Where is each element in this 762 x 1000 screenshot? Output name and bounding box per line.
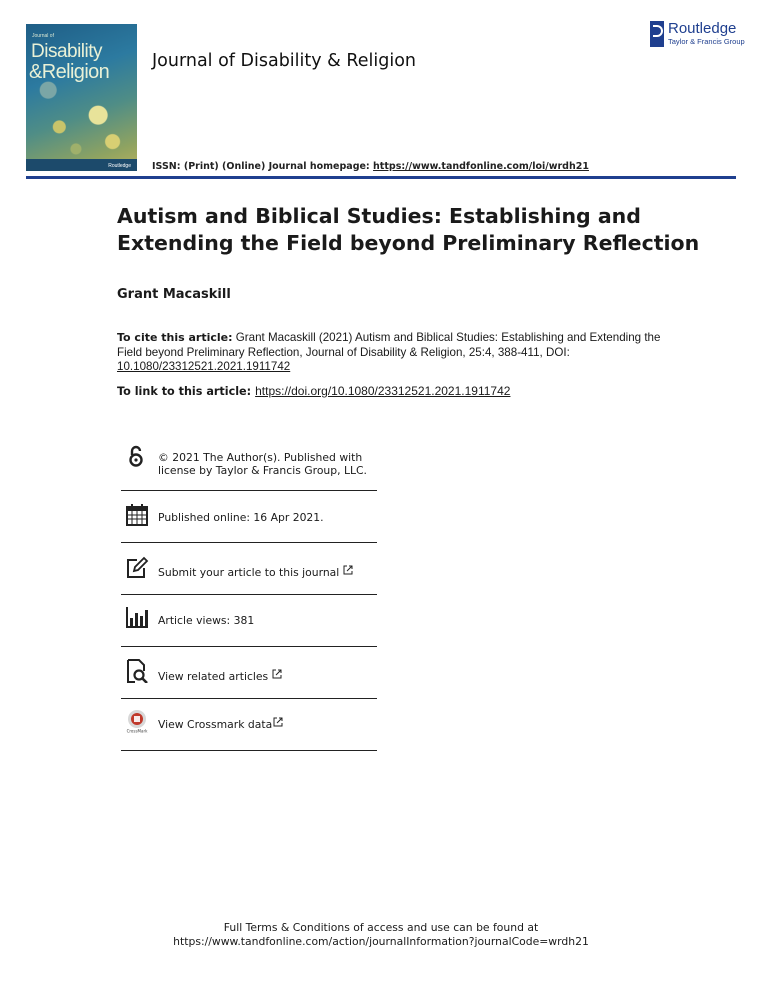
- crossmark-icon: [125, 709, 149, 733]
- article-info-list: [121, 440, 377, 751]
- article-link-line: [117, 384, 510, 398]
- info-row-views: [121, 595, 377, 647]
- crossmark-text[interactable]: [158, 717, 283, 731]
- open-access-lock-icon: [125, 444, 149, 468]
- external-link-icon: [273, 717, 283, 727]
- issn-text: ISSN: (Print) (Online) Journal homepage:: [152, 161, 374, 172]
- edit-icon: [125, 556, 149, 580]
- crossmark-badge-text: CrossMark: [126, 728, 148, 733]
- info-row-submit[interactable]: [121, 543, 377, 595]
- journal-title: Journal of Disability & Religion: [152, 51, 417, 71]
- external-link-icon: [272, 669, 282, 679]
- citation-block: [117, 331, 662, 375]
- crossmark-label: View Crossmark data: [158, 718, 273, 731]
- routledge-logo: [650, 20, 745, 49]
- related-articles-label: View related articles: [158, 670, 269, 683]
- article-link-label: To link to this article:: [117, 385, 252, 398]
- article-views-text: Article views: 381: [158, 614, 255, 627]
- cover-title-line2: &Religion: [29, 61, 110, 83]
- header-divider: [26, 176, 736, 179]
- search-document-icon: [125, 659, 149, 683]
- article-author: Grant Macaskill: [117, 287, 231, 302]
- calendar-icon: [125, 503, 149, 527]
- submit-article-text[interactable]: [158, 565, 353, 579]
- citation-text: Grant Macaskill (2021) Autism and Biblical Studies: Establishing and Extending the Field beyond Preliminary Reflection, Journal of Disability & Religion, 25:4, 388-411, DOI:: [117, 331, 661, 359]
- license-text: [158, 451, 367, 477]
- submit-article-label: Submit your article to this journal: [158, 566, 340, 579]
- issn-line: [152, 161, 589, 172]
- logo-subtitle: Taylor & Francis Group: [668, 37, 745, 46]
- article-title: [117, 203, 717, 257]
- published-online-text: Published online: 16 Apr 2021.: [158, 511, 324, 524]
- footer-terms: [0, 921, 762, 949]
- external-link-icon: [343, 565, 353, 575]
- related-articles-text[interactable]: [158, 669, 282, 683]
- footer-terms-link[interactable]: https://www.tandfonline.com/action/journalInformation?journalCode=wrdh21: [173, 935, 589, 948]
- citation-label: To cite this article:: [117, 331, 233, 344]
- bar-chart-icon: [125, 605, 149, 629]
- info-row-related[interactable]: [121, 647, 377, 699]
- cover-pre-title: Journal of: [32, 33, 54, 39]
- logo-name: Routledge: [668, 20, 737, 37]
- footer-line1: Full Terms & Conditions of access and use can be found at: [223, 921, 539, 934]
- article-doi-link[interactable]: https://doi.org/10.1080/23312521.2021.1911742: [255, 384, 511, 398]
- journal-cover-image: [26, 24, 137, 171]
- license-line2: license by Taylor & Francis Group, LLC.: [158, 464, 367, 477]
- info-row-crossmark[interactable]: [121, 699, 377, 751]
- cover-publisher: Routledge: [108, 163, 131, 169]
- journal-homepage-link[interactable]: https://www.tandfonline.com/loi/wrdh21: [373, 161, 589, 172]
- citation-doi-link[interactable]: 10.1080/23312521.2021.1911742: [117, 360, 291, 373]
- article-title-line2: Extending the Field beyond Preliminary Reflection: [117, 231, 700, 255]
- article-title-line1: Autism and Biblical Studies: Establishing and: [117, 204, 641, 228]
- info-row-license: [121, 440, 377, 491]
- cover-title-line1: Disability: [31, 41, 103, 62]
- license-line1: © 2021 The Author(s). Published with: [158, 451, 363, 464]
- routledge-logo-mark-icon: [650, 21, 664, 47]
- info-row-published: [121, 491, 377, 543]
